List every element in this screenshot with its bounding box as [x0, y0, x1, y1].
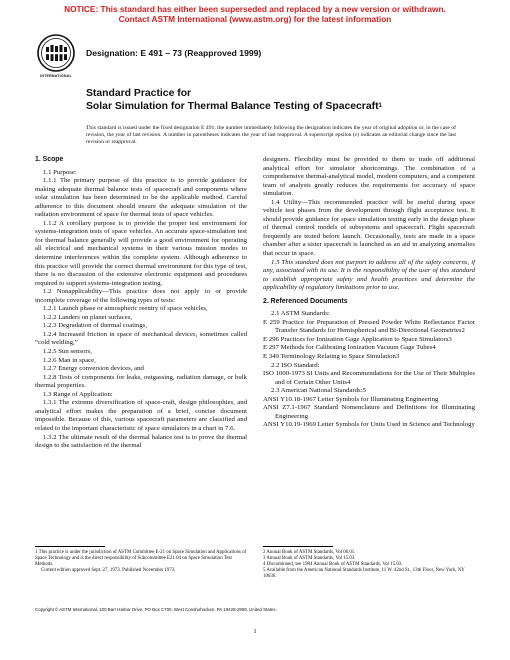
- footnote-1-approval: Current edition approved Sept. 27, 1973. Published November 1973.: [41, 568, 176, 573]
- para-1-3: 1.3 Range of Application:: [43, 390, 113, 398]
- reference-e297: E 297 Methods for Calibrating Ionization Vacuum Gage Tubes4: [263, 344, 436, 352]
- title-footnote-marker: 1: [378, 102, 382, 109]
- para-2-2: 2.2 ISO Standard:: [271, 361, 320, 369]
- para-2-3: 2.3 American National Standards:5: [271, 387, 366, 395]
- para-1-2-8: 1.2.8 Tests of components for leaks, outgassing, radiation damage, or bulk thermal properties.: [35, 373, 247, 390]
- title-text: Solar Simulation for Thermal Balance Testing of Spacecraft: [86, 100, 379, 112]
- para-1-1-1: 1.1.1 The primary purpose of this practice is to provide guidance for making adequate thermal balance tests of spacecraft and components where solar simulation has been determined to be the applicable method. Careful adherence to this document should ensure the adequate simulation of the radiation environment of space for thermal tests of space vehicles.: [35, 177, 247, 219]
- para-1-2-7: 1.2.7 Energy conversion devices, and: [43, 365, 144, 373]
- para-1-2-6: 1.2.6 Man in space,: [43, 356, 96, 364]
- reference-ansi-y10-18: ANSI Y10.18-1967 Letter Symbols for Illuminating Engineering: [263, 395, 439, 403]
- issued-note: This standard is issued under the fixed designation E 491; the number immediately following the designation indicates the year of original adoption or, in the case of revision, the year of last revision. A number in parentheses indicates the year of last reapproval. A superscript epsilon (ε) indicates an editorial change since the last revision or reapproval.: [86, 125, 456, 145]
- footnotes-right: [263, 546, 475, 580]
- logo-wordmark: INTERNATIONAL: [40, 74, 72, 78]
- para-2-1: 2.1 ASTM Standards:: [271, 310, 330, 318]
- para-1-2-5: 1.2.5 Sun sensors,: [43, 348, 92, 356]
- footnotes-left: [35, 546, 247, 574]
- reference-e349: E 349 Terminology Relating to Space Simulation3: [263, 353, 400, 361]
- title-line-1: Standard Practice for: [86, 88, 192, 99]
- withdrawn-notice: [0, 4, 510, 24]
- reference-ansi-y10-19: ANSI Y10.19-1969 Letter Symbols for Units Used in Science and Technology: [263, 421, 475, 429]
- reference-iso1000: ISO 1000-1973 SI Units and Recommendations for the Use of Their Multiples and of Certain Other Units4: [263, 370, 475, 386]
- para-1-2-4: 1.2.4 Increased friction in space of mechanical devices, sometimes called “cold welding,”: [35, 330, 247, 347]
- para-1-2-2: 1.2.2 Landers on planet surfaces,: [43, 313, 133, 321]
- para-1-4: 1.4 Utility—This recommended practice will be useful during space vehicle test phases from the development through flight acceptance test. It should provide guidance for space simulation testing early in the design phase of thermal control models of subsystems and spacecraft. Flight spacecraft frequently are tested before launch. Occasionally, tests are made in a space chamber after a sister spacecraft is launched as an aid in analyzing anomalies that occur in space.: [263, 198, 475, 258]
- para-1-3-1: 1.3.1 The extreme diversification of space-craft, design philosophies, and analytical effort makes the preparation of a brief, concise document impossible. Because of this, various spacecraft parameters are classified and related to the important characteristic of space simulators in a chart in 7.6.: [35, 399, 247, 432]
- footnote-rule: [35, 546, 105, 547]
- astm-logo-icon: [36, 33, 76, 73]
- footnote-3: 3 Annual Book of ASTM Standards, Vol 15.03.: [263, 556, 356, 561]
- para-1-2-3: 1.2.3 Degradation of thermal coatings,: [43, 322, 148, 330]
- reference-ansi-z7-1: ANSI Z7.1-1967 Standard Nomenclature and Definitions for Illuminating Engineering: [263, 404, 475, 420]
- reference-e259: E 259 Practice for Preparation of Pressed Powder White Reflectance Factor Transfer Standards for Hemispherical and Bi-Directional Geometries2: [263, 318, 475, 335]
- notice-line-1: NOTICE: This standard has either been superseded and replaced by a new version or withdrawn.: [64, 4, 446, 14]
- reference-e296: E 296 Practices for Ionization Gage Application to Space Simulators3: [263, 335, 452, 343]
- notice-line-2: Contact ASTM International (www.astm.org) for the latest information: [118, 14, 392, 24]
- document-title: [86, 88, 382, 113]
- para-1-5: [263, 259, 475, 293]
- page-number: 1: [253, 628, 257, 635]
- para-1-1: 1.1 Purpose:: [43, 168, 77, 176]
- safety-statement: 1.5 This standard does not purport to address all of the safety concerns, if any, associated with its use. It is the responsibility of the user of this standard to establish appropriate safety and health practices and determine the applicability of regulatory limitations prior to use.: [263, 258, 475, 292]
- footnote-1: 1 This practice is under the jurisdiction of ASTM Committee E-21 on Space Simulation and Applications of Space Technology and is the direct responsibility of Subcommittee E21.04 on Space Simulation Test Methods.: [35, 550, 247, 567]
- footnote-2: 2 Annual Book of ASTM Standards, Vol 06.01.: [263, 550, 356, 555]
- para-1-3-2-continued: designers. Flexibility must be provided to them to trade off additional analytical effort for simulator shortcomings. The combination of a comprehensive thermal-analytical model, modern computers, and a competent team of analysts greatly reduces the requirements for accuracy of space simulation.: [263, 156, 475, 198]
- section-heading-scope: 1. Scope: [35, 156, 64, 163]
- footnote-4: 4 Discontinued, see 1984 Annual Book of ASTM Standards, Vol 15.03.: [263, 562, 403, 567]
- para-1-3-2: 1.3.2 The ultimate result of the thermal balance test is to prove the thermal design to the satisfaction of the thermal: [35, 433, 247, 450]
- title-line-2: [86, 101, 382, 114]
- para-1-1-2: 1.1.2 A corollary purpose is to provide the proper test environment for systems-integration tests of space vehicles. An accurate space-simulation test for thermal balance generally will provide a good environment for operating all electrical and mechanical systems in their various mission modes to determine interferences within the complete system. Although adherence to this practice will provide the correct thermal environment for this type of test, there is no discussion of the extensive electronic equipment and procedures required to support systems-integration testing.: [35, 219, 247, 287]
- footnote-rule-right: [263, 546, 333, 547]
- para-1-2: 1.2 Nonapplicability—This practice does not apply to or provide incomplete coverage of the following types of tests:: [35, 288, 247, 304]
- left-column: [35, 156, 247, 451]
- copyright-line: Copyright © ASTM International, 100 Barr Harbor Drive, PO Box C700, West Conshohocken, PA 19428-2959, United States.: [35, 607, 277, 612]
- para-1-2-1: 1.2.1 Launch phase or atmospheric reentry of space vehicles,: [43, 305, 208, 313]
- right-column: [263, 156, 475, 430]
- footnote-5: 5 Available from the American National Standards Institute, 11 W. 42nd St., 13th Floor, New York, NY 10036.: [263, 568, 465, 579]
- section-heading-referenced-documents: 2. Referenced Documents: [263, 297, 348, 305]
- designation: Designation: E 491 – 73 (Reapproved 1999): [86, 48, 262, 58]
